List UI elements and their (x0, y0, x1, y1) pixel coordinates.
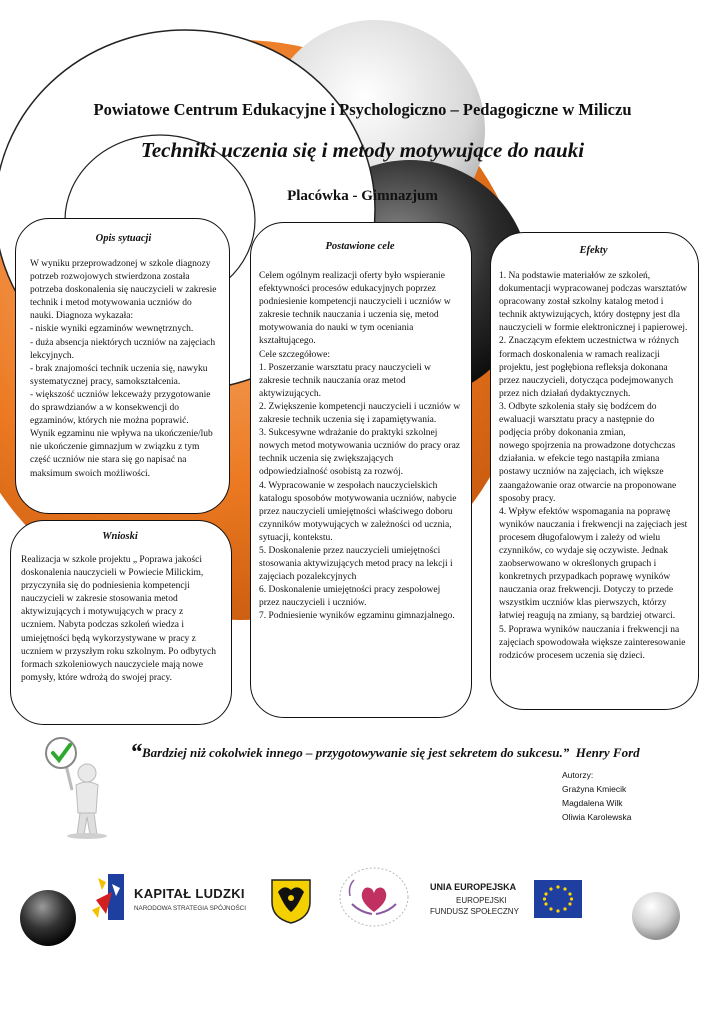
poster-subtitle: Placówka - Gimnazjum (287, 188, 438, 204)
poster-title: Techniki uczenia się i metody motywujące do nauki (140, 138, 585, 162)
authors-heading: Autorzy: (562, 770, 594, 780)
panel-efekty (490, 232, 699, 710)
quote-text: Bardziej niż cokolwiek innego – przygotowywanie się jest sekretem do sukcesu.” (142, 745, 570, 760)
checkmark-figure-icon (44, 735, 114, 840)
quote (130, 740, 720, 767)
kapital-title: KAPITAŁ LUDZKI (134, 886, 245, 901)
eu-title: UNIA EUROPEJSKA (430, 882, 517, 892)
panel-title: Efekty (579, 245, 608, 256)
eu-subtitle-2: FUNDUSZ SPOŁECZNY (430, 907, 519, 916)
quote-author: Henry Ford (575, 745, 640, 760)
centre-heart-logo-icon (338, 866, 410, 928)
kapital-ludzki-logo (92, 872, 252, 928)
kapital-subtitle: NARODOWA STRATEGIA SPÓJNOŚCI (134, 905, 246, 912)
eu-logo (430, 878, 590, 924)
panel-title: Postawione cele (325, 241, 395, 252)
kapital-ludzki-emblem-icon (92, 872, 128, 922)
coat-of-arms-icon (270, 878, 312, 924)
panel-wnioski (10, 520, 232, 725)
panel-text: W wyniku przeprowadzonej w szkole diagnozy potrzeb rozwojowych stwierdzona została potrzeba doskonalenia się nauczycieli w zakresie technik i metod motywowania uczniów do nauki. Diagnoza wykazała: - niskie wyniki egzaminów wewnętrznych. - duża absencja niektórych uczniów na zajęciach lekcyjnych. - brak znajomości technik uczenia się, nawyku systematycznej pracy, samokształcenia. - większość uczniów lekceważy przygotowanie do sprawdzianów a w konsekwencji do egzaminów, których nie można poprawić. Wynik egzaminu nie wpływa na ukończenie/lub nie ukończenie gimnazjum w związku z tym część uczniów nie stara się go napisać na maksimum swoich możliwości. (30, 259, 217, 479)
authors-block (562, 768, 631, 824)
quote-open-mark: “ (130, 740, 142, 766)
panel-title: Wnioski (102, 531, 138, 542)
institution-name: Powiatowe Centrum Edukacyjne i Psychologiczno – Pedagogiczne w Miliczu (93, 100, 632, 119)
eu-subtitle-1: EUROPEJSKI (456, 896, 507, 905)
author-name: Magdalena Wilk (562, 798, 623, 808)
author-name: Oliwia Karolewska (562, 812, 632, 822)
panel-text: 1. Na podstawie materiałów ze szkoleń, dokumentacji wypracowanej podczas warsztatów opracowany został szkolny katalog metod i technik aktywizujących, który dostępny jest dla nauczycieli w formie elektronicznej i papierowej. 2. Znaczącym efektem uczestnictwa w różnych formach doskonalenia w ramach realizacji projektu, jest pogłębiona refleksja dokonana przez nauczycieli, dotycząca podejmowanych przez nich działań dydaktycznych. 3. Odbyte szkolenia stały się bodźcem do ewaluacji warsztatu pracy a następnie do podjęcia próby dokonania zmian, nowego spojrzenia na prowadzone dotychczas działania. w efekcie tego nastąpiła zmiana postawy uczniów na zajęciach, ich większe zaangażowanie oraz otwarcie na proponowane sposoby pracy. 4. Wpływ efektów wspomagania na poprawę wyników nauczania i frekwencji na zajęciach jest procesem długofalowym i zależy od wielu czynników, co wydaje się oczywiste. Jednak zaobserwowano w określonych grupach i konkretnych przypadkach poprawę wyników nauczania oraz frekwencji. Dotyczy to przede wszystkim uczniów klas pierwszych, którzy łatwiej reagują na zmiany, są bardziej otwarci. 5. Poprawa wyników nauczania i frekwencji na zajęciach spowodowała większe zainteresowanie rodziców procesem uczenia się dzieci. (499, 271, 688, 661)
author-name: Grażyna Kmiecik (562, 784, 627, 794)
eu-flag-icon (534, 880, 582, 918)
panel-title: Opis sytuacji (95, 233, 152, 244)
panel-postawione-cele (250, 222, 472, 718)
panel-text: Celem ogólnym realizacji oferty było wspieranie efektywności procesów edukacyjnych poprzez podniesienie kompetencji nauczycieli i uczniów w zakresie technik nauczania i uczenia się, metod motywowania do nauki w tym oceniania kształtującego. Cele szczegółowe: 1. Poszerzanie warsztatu pracy nauczycieli w zakresie technik nauczania oraz metod aktywizujących. 2. Zwiększenie kompetencji nauczycieli i uczniów w zakresie technik uczenia się i zapamiętywania. 3. Sukcesywne wdrażanie do praktyki szkolnej nowych metod motywowania uczniów do pracy oraz technik uczenia się zwiększających odpowiedzialność osobistą za rozwój. 4. Wypracowanie w zespołach nauczycielskich katalogu sposobów motywowania uczniów, nabycie przez nauczycieli umiejętności właściwego doboru czynników motywujących w zależności od ucznia, sytuacji, kontekstu. 5. Doskonalenie przez nauczycieli umiejętności stosowania aktywizujących metod pracy na lekcji i zajęciach pozalekcyjnych 6. Doskonalenie umiejętności pracy zespołowej przez nauczycieli i uczniów. 7. Podniesienie wyników egzaminu gimnazjalnego. (259, 271, 461, 622)
panel-opis-sytuacji (15, 218, 230, 514)
panel-text: Realizacja w szkole projektu „ Poprawa jakości doskonalenia nauczycieli w Powiecie Milickim, przyczyniła się do podniesienia kompetencji nauczycieli w zakresie stosowania metod aktywizujących i motywujących w pracy z uczniem. Nabyta podczas szkoleń wiedza i umiejętności będą wykorzystywane w pracy z uczniem w przyszłym roku szkolnym. Po odbytych formach szkoleniowych nauczyciele mają nowe pomysły, które wdrożą do swojej pracy. (21, 555, 216, 683)
